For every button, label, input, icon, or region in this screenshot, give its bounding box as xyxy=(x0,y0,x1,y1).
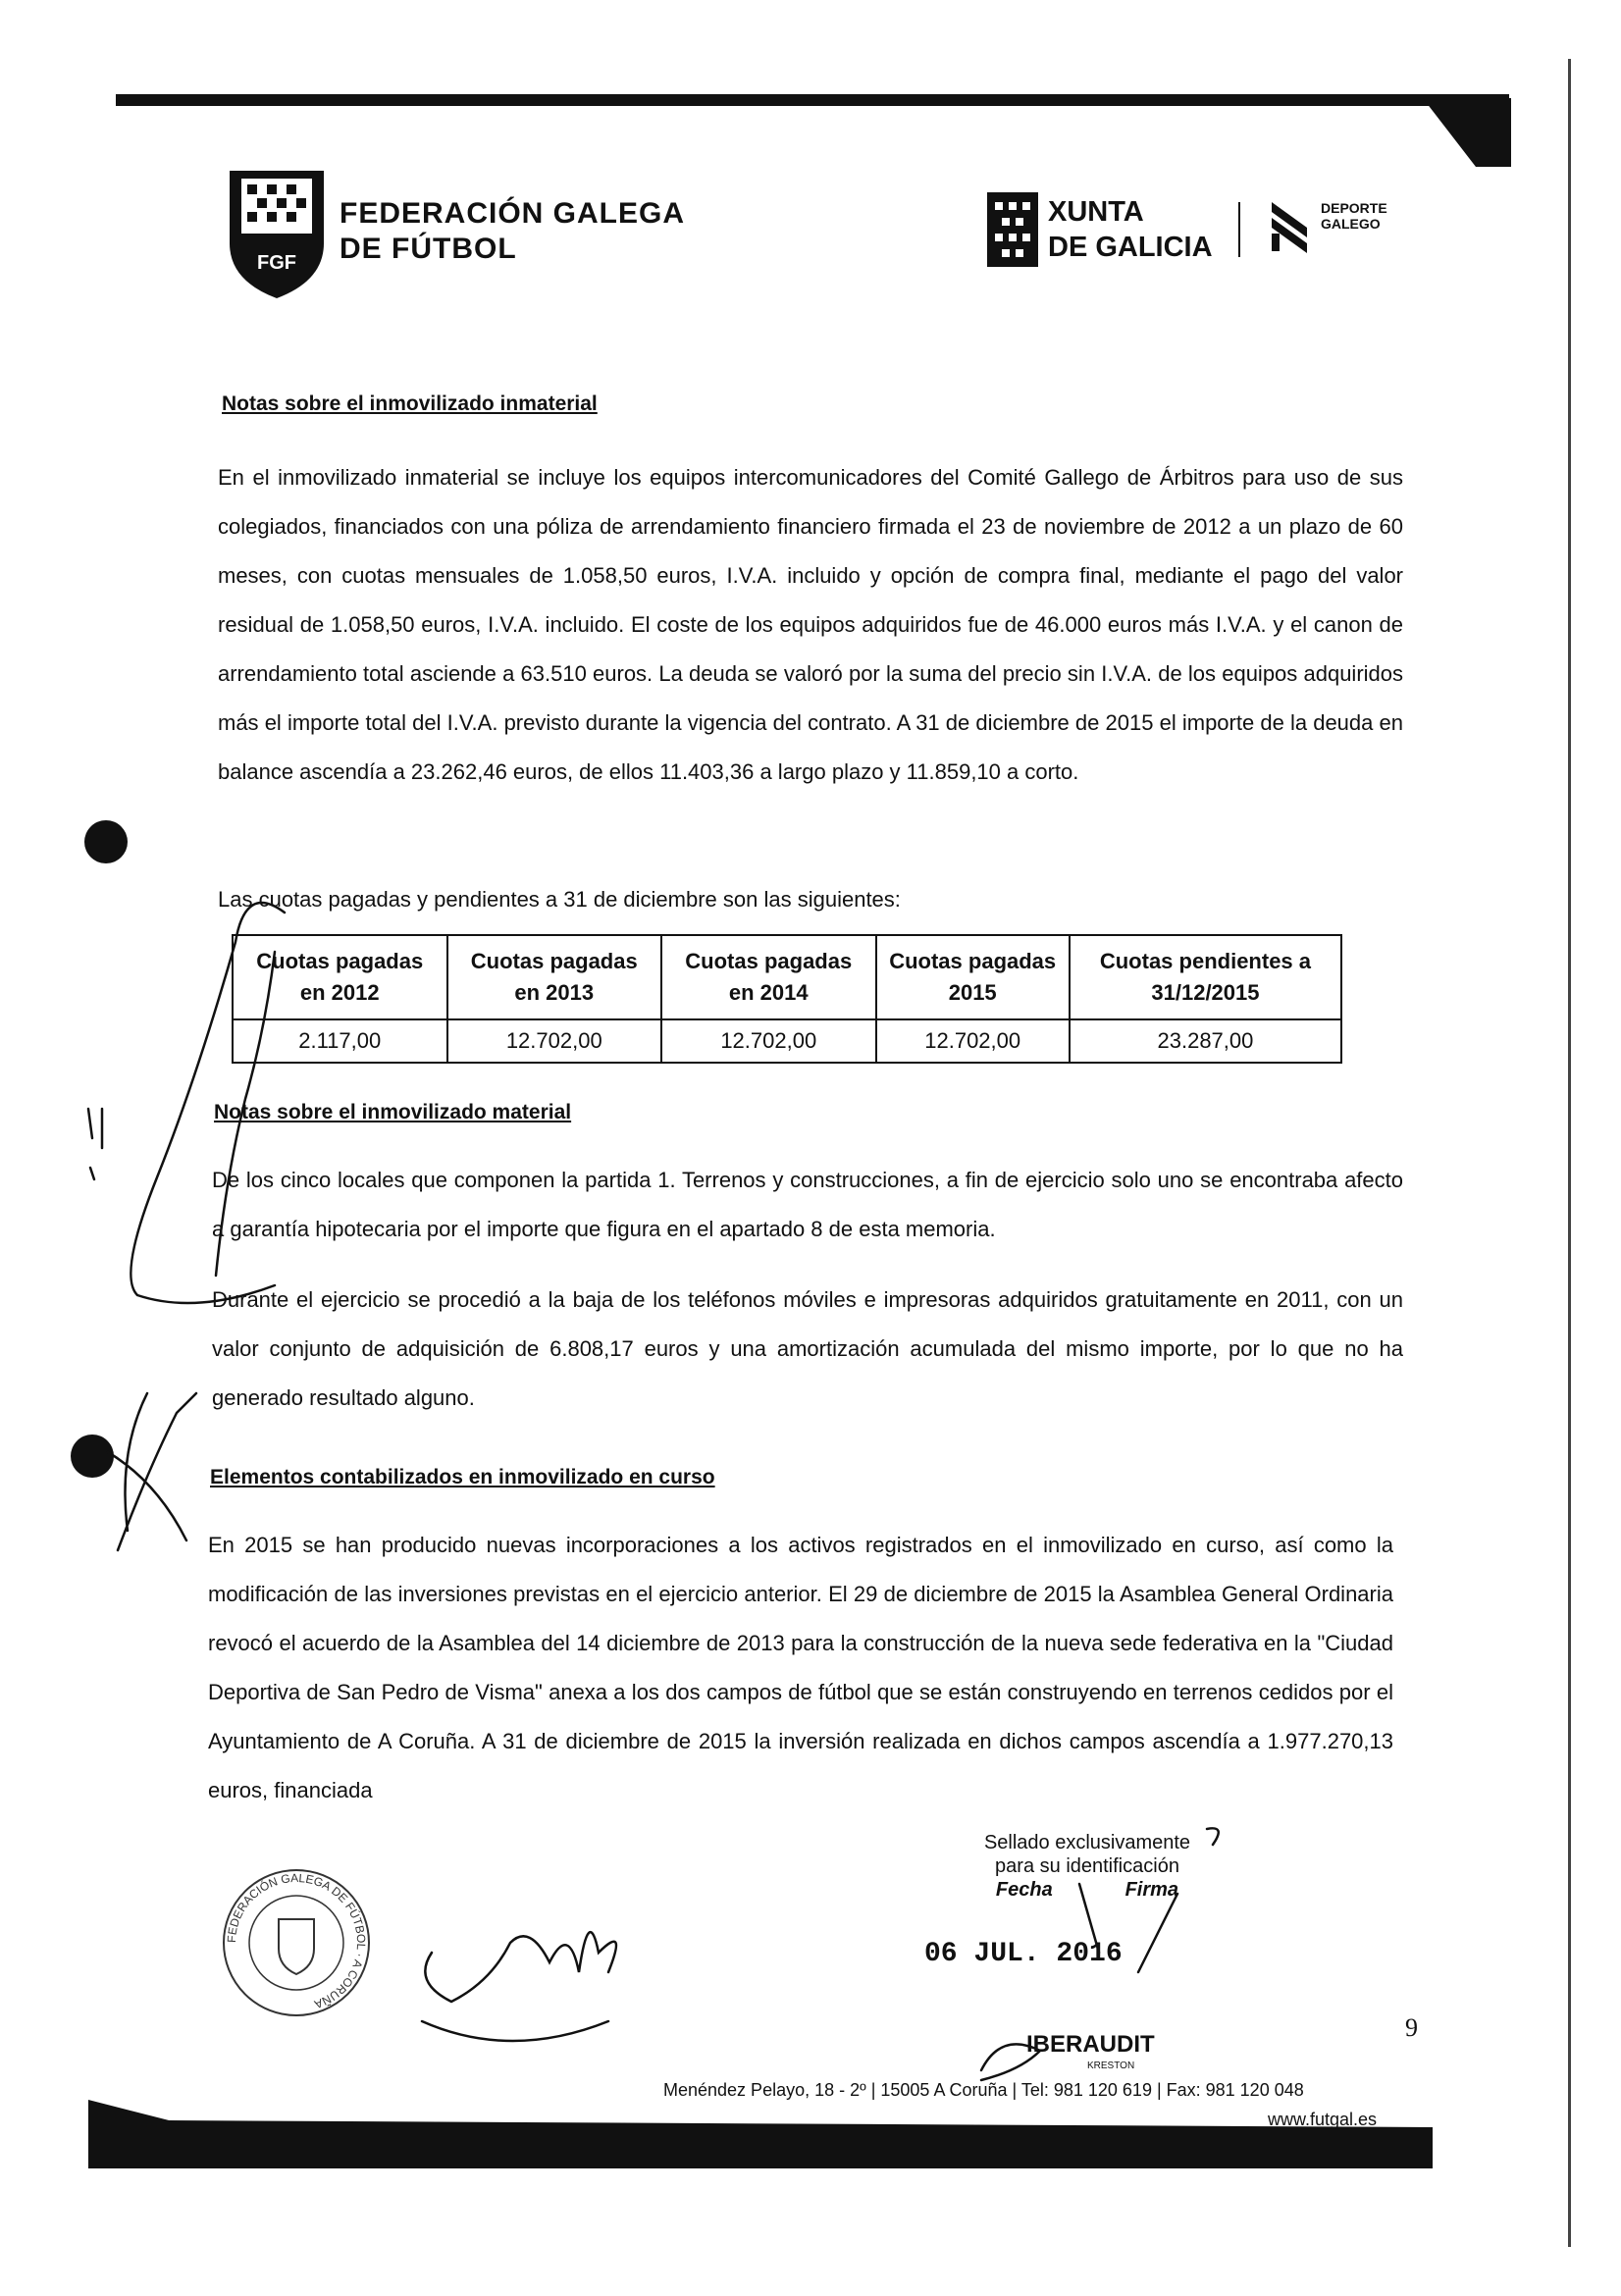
table-header: Cuotas pagadas en 2013 xyxy=(447,935,662,1019)
auditor-sub: KRESTON xyxy=(1087,2061,1135,2071)
top-border-corner xyxy=(1423,98,1511,167)
table-cell: 23.287,00 xyxy=(1070,1019,1341,1063)
deporte-galego-logo xyxy=(1268,198,1311,255)
xunta-logo xyxy=(987,192,1038,267)
president-signature xyxy=(422,1932,616,2041)
header-divider xyxy=(1238,202,1240,257)
table-header-row xyxy=(233,935,1341,1019)
table-header: Cuotas pagadas en 2012 xyxy=(233,935,447,1019)
section-material-paragraph-2: Durante el ejercicio se procedió a la baja de los teléfonos móviles e impresoras adquiridos gratuitamente en 2011, con un valor conjunto de adquisición de 6.808,17 euros y una amortización acumulada del mismo importe, por lo que no ha generado resultado alguno. xyxy=(212,1287,1403,1410)
stamp-firma-label: Firma xyxy=(1124,1879,1179,1901)
stamp-date: 06 JUL. 2016 xyxy=(924,1939,1123,1969)
section-en-curso-paragraph: En 2015 se han producido nuevas incorporaciones a los activos registrados en el inmovilizado en curso, así como la modificación de las inversiones previstas en el ejercicio anterior. El 29 de diciembre de 2015 la Asamblea General Ordinaria revocó el acuerdo de la Asamblea del 14 diciembre de 2013 para la construcción de la nueva sede federativa en la "Ciudad Deportiva de San Pedro de Visma" anexa a los dos campos de fútbol que se están construyendo en terrenos cedidos por el Ayuntamiento de A Coruña. A 31 de diciembre de 2015 la inversión realizada en dichos campos ascendía a 1.977.270,13 euros, financiada xyxy=(208,1533,1393,1802)
tick-marks xyxy=(88,1109,102,1179)
table-header: Cuotas pendientes a 31/12/2015 xyxy=(1070,935,1341,1019)
bottom-border-bar xyxy=(88,2100,1433,2168)
identification-stamp xyxy=(960,1831,1215,1902)
table-header: Cuotas pagadas 2015 xyxy=(876,935,1070,1019)
section-material-paragraph-1: De los cinco locales que componen la partida 1. Terrenos y construcciones, a fin de ejercicio solo uno se encontraba afecto a garantía hipotecaria por el importe que figura en el apartado 8 de esta memoria. xyxy=(212,1168,1403,1241)
punch-hole-bottom xyxy=(71,1435,114,1478)
seal-text: FEDERACIÓN GALEGA DE FÚTBOL · A CORUÑA xyxy=(224,1870,369,2011)
fgf-name-line1: FEDERACIÓN GALEGA xyxy=(340,197,686,230)
right-edge-line xyxy=(1568,59,1571,2247)
section-inmaterial-title: Notas sobre el inmovilizado inmaterial xyxy=(222,392,598,415)
table-intro: Las cuotas pagadas y pendientes a 31 de diciembre son las siguientes: xyxy=(218,887,901,912)
table-cell: 12.702,00 xyxy=(447,1019,662,1063)
footer-website: www.futgal.es xyxy=(1268,2110,1378,2129)
xunta-name-line1: XUNTA xyxy=(1048,196,1144,228)
footer-address: Menéndez Pelayo, 18 - 2º | 15005 A Coruña | Tel: 981 120 619 | Fax: 981 120 048 xyxy=(663,2080,1304,2100)
stamp-fecha-label: Fecha xyxy=(995,1879,1053,1901)
section-material-title: Notas sobre el inmovilizado material xyxy=(214,1101,572,1123)
deporte-line2: GALEGO xyxy=(1321,216,1381,232)
deporte-galego-name xyxy=(1321,200,1387,232)
stamp-labels xyxy=(960,1878,1215,1902)
table-row xyxy=(233,1019,1341,1063)
xunta-name xyxy=(1048,194,1213,265)
section-inmaterial-paragraph: En el inmovilizado inmaterial se incluye los equipos intercomunicadores del Comité Gallego de Árbitros para uso de sus colegiados, financiados con una póliza de arrendamiento financiero firmada el 23 de noviembre de 2012 a un plazo de 60 meses, con cuotas mensuales de 1.058,50 euros, I.V.A. incluido y opción de compra final, mediante el pago del valor residual de 1.058,50 euros, I.V.A. incluido. El coste de los equipos adquiridos fue de 46.000 euros más I.V.A. y el canon de arrendamiento total asciende a 63.510 euros. La deuda se valoró por la suma del precio sin I.V.A. de los equipos adquiridos más el importe total del I.V.A. previsto durante la vigencia del contrato. A 31 de diciembre de 2015 el importe de la deuda en balance ascendía a 23.262,46 euros, de ellos 11.403,36 a largo plazo y 11.859,10 a corto. xyxy=(218,465,1403,784)
deporte-line1: DEPORTE xyxy=(1321,200,1387,216)
stamp-line2: para su identificación xyxy=(995,1855,1179,1877)
xunta-name-line2: DE GALICIA xyxy=(1048,232,1213,263)
table-cell: 12.702,00 xyxy=(661,1019,876,1063)
margin-initials-x xyxy=(108,1393,196,1550)
fgf-name xyxy=(340,196,685,267)
stamp-line1: Sellado exclusivamente xyxy=(983,1832,1191,1853)
table-header: Cuotas pagadas en 2014 xyxy=(661,935,876,1019)
fgf-badge-text: FGF xyxy=(257,252,296,274)
top-border-bar xyxy=(116,94,1509,124)
fgf-name-line2: DE FÚTBOL xyxy=(340,233,517,265)
cuotas-table xyxy=(232,934,1342,1064)
section-en-curso-title: Elementos contabilizados en inmovilizado en curso xyxy=(210,1466,715,1488)
fgf-shield-logo xyxy=(224,165,330,302)
table-cell: 2.117,00 xyxy=(233,1019,447,1063)
table-cell: 12.702,00 xyxy=(876,1019,1070,1063)
punch-hole-top xyxy=(84,820,128,863)
federation-round-seal xyxy=(218,1864,375,2021)
auditor-name: IBERAUDIT xyxy=(1026,2031,1155,2058)
page-number: 9 xyxy=(1405,2013,1418,2042)
